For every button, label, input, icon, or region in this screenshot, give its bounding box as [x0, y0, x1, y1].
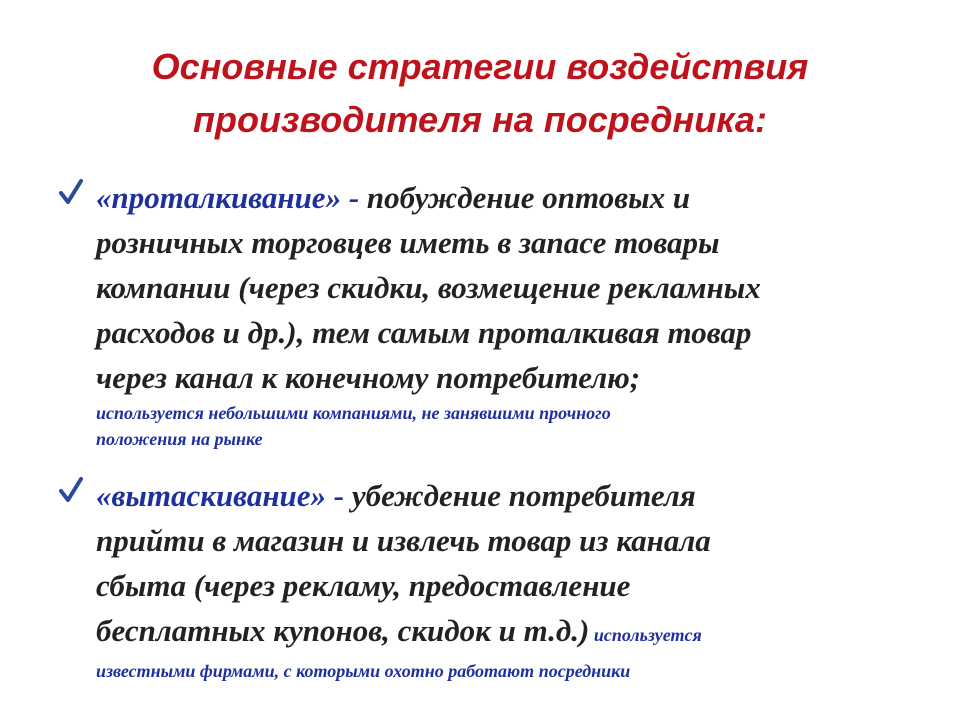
description-line: бесплатных купонов, скидок и т.д.): [96, 613, 590, 648]
description-line: убеждение потребителя: [351, 478, 696, 513]
strategy-term: «вытаскивание»: [96, 478, 327, 513]
strategy-term: «проталкивание»: [96, 180, 342, 215]
usage-note-line: используется небольшими компаниями, не занявшими прочного: [96, 403, 611, 423]
description-line: компании (через скидки, возмещение рекламных: [96, 270, 761, 305]
description-line: через канал к конечному потребителю;: [96, 360, 641, 395]
description-line: сбыта (через рекламу, предоставление: [96, 568, 631, 603]
description-line: прийти в магазин и извлечь товар из канала: [96, 523, 711, 558]
description-line: побуждение оптовых и: [366, 180, 691, 215]
term-dash: -: [326, 478, 352, 513]
bullet-first-line: [96, 175, 908, 220]
usage-note-line: положения на рынке: [96, 429, 263, 449]
bullet-text: [96, 175, 908, 452]
description-line-with-note: [96, 608, 908, 658]
slide-title: [60, 40, 900, 146]
checkmark-icon: [58, 475, 84, 505]
description-line: розничных торговцев иметь в запасе товары: [96, 225, 720, 260]
description-line: расходов и др.), тем самым проталкивая товар: [96, 315, 752, 350]
term-dash: -: [341, 180, 367, 215]
title-line-2: производителя на посредника:: [193, 99, 767, 140]
usage-note-inline: используется: [589, 625, 702, 645]
usage-note-line: известными фирмами, с которыми охотно работают посредники: [96, 661, 631, 681]
checkmark-icon: [58, 177, 84, 207]
title-line-1: Основные стратегии воздействия: [151, 46, 809, 87]
bullet-first-line: [96, 473, 908, 518]
bullet-text: [96, 473, 908, 684]
